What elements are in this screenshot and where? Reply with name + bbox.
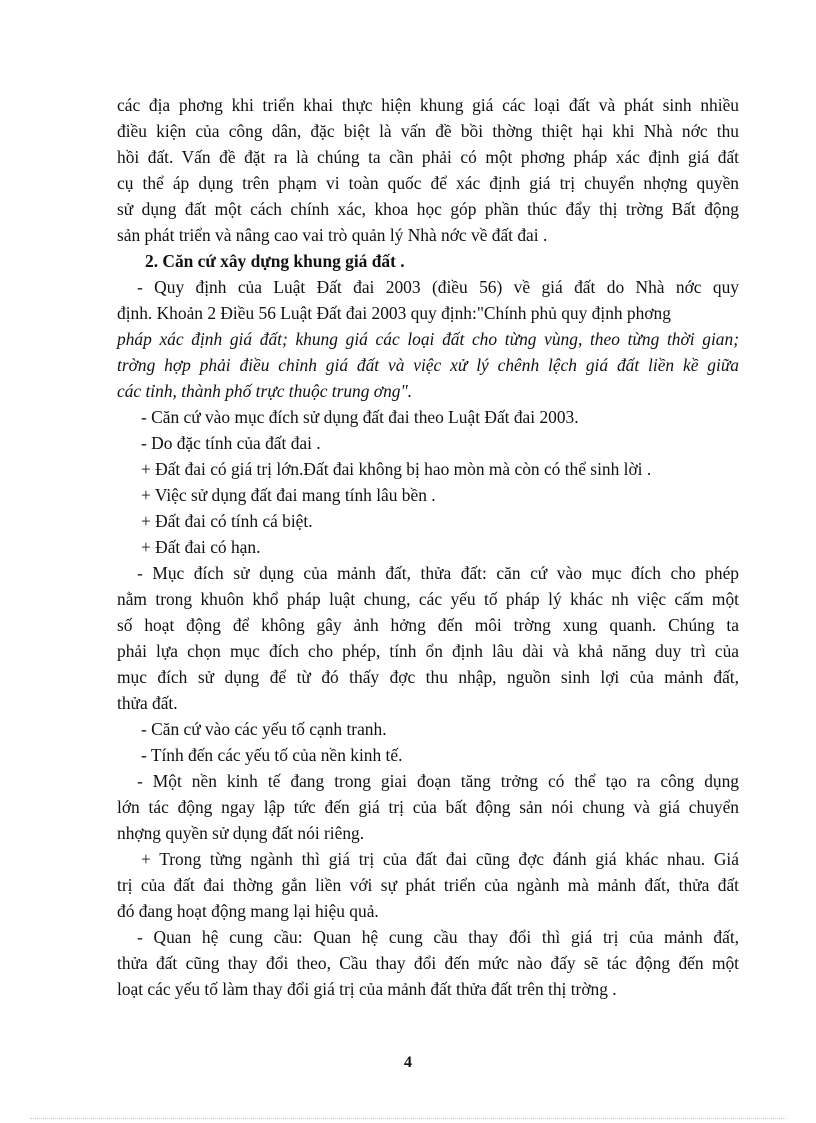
list-item: + Việc sử dụng đất đai mang tính lâu bền . (141, 485, 436, 505)
quote-line: trờng hợp phải điều chỉnh giá đất và việc xử lý chênh lệch giá đất liền kề giữa (117, 355, 739, 375)
body-line: - Một nền kinh tế đang trong giai đoạn tăng trởng có thể tạo ra công dụng (137, 771, 739, 791)
body-line: thửa đất. (117, 693, 178, 713)
body-line: nằm trong khuôn khổ pháp luật chung, các yếu tố pháp lý khác nh việc cấm một (117, 589, 739, 609)
body-line: lớn tác động ngay lập tức đến giá trị của bất động sản nói chung và giá chuyển (117, 797, 739, 817)
list-item: + Đất đai có giá trị lớn.Đất đai không bị hao mòn mà còn có thể sinh lời . (141, 459, 652, 479)
quote-line: các tỉnh, thành phố trực thuộc trung ơng". (117, 381, 413, 401)
list-item: - Do đặc tính của đất đai . (141, 433, 321, 453)
body-line: thửa đất cũng thay đổi theo, Cầu thay đổi đến mức nào đấy sẽ tác động đến một (117, 953, 739, 973)
law-citation: định. Khoản 2 Điều 56 Luật Đất đai 2003 quy định:"Chính phủ quy định phơng (117, 303, 671, 323)
section-heading: 2. Căn cứ xây dựng khung giá đất . (145, 251, 405, 271)
page-number: 4 (404, 1054, 412, 1071)
body-line: đó đang hoạt động mang lại hiệu quả. (117, 901, 379, 921)
footer-divider (30, 1118, 786, 1119)
body-line: - Quan hệ cung cầu: Quan hệ cung cầu thay đổi thì giá trị của mảnh đất, (137, 927, 739, 947)
body-line: mục đích sử dụng để từ đó thấy đợc thu nhập, nguồn sinh lợi của mảnh đất, (117, 667, 739, 687)
body-line: nhợng quyền sử dụng đất nói riêng. (117, 823, 365, 843)
list-item: - Căn cứ vào các yếu tố cạnh tranh. (141, 719, 387, 739)
body-line: phải lựa chọn mục đích cho phép, tính ổn định lâu dài và khả năng duy trì của (117, 641, 739, 661)
body-line: cụ thể áp dụng trên phạm vi toàn quốc để xác định giá trị chuyển nhợng quyền (117, 173, 739, 193)
body-line: điều kiện của công dân, đặc biệt là vấn đề bồi thờng thiệt hại khi Nhà nớc thu (117, 121, 739, 141)
list-item: + Đất đai có hạn. (141, 537, 261, 557)
body-line: các địa phơng khi triển khai thực hiện khung giá các loại đất và phát sinh nhiều (117, 95, 739, 115)
body-line: - Quy định của Luật Đất đai 2003 (điều 56) về giá đất do Nhà nớc quy (137, 277, 739, 297)
body-line: trị của đất đai thờng gắn liền với sự phát triển của ngành mà mảnh đất, thửa đất (117, 875, 739, 895)
body-line: số hoạt động để không gây ảnh hởng đến môi trờng xung quanh. Chúng ta (117, 615, 739, 635)
body-line: sử dụng đất một cách chính xác, khoa học góp phần thúc đẩy thị trờng Bất động (117, 199, 739, 219)
list-item: - Tính đến các yếu tố của nền kinh tế. (141, 745, 403, 765)
body-line: hồi đất. Vấn đề đặt ra là chúng ta cần phải có một phơng pháp xác định giá đất (117, 147, 739, 167)
body-line: + Trong từng ngành thì giá trị của đất đai cũng đợc đánh giá khác nhau. Giá (141, 849, 739, 869)
list-item: + Đất đai có tính cá biệt. (141, 511, 313, 531)
body-line (117, 300, 739, 326)
list-item: - Căn cứ vào mục đích sử dụng đất đai theo Luật Đất đai 2003. (141, 407, 579, 427)
body-line: sản phát triển và nâng cao vai trò quản lý Nhà nớc về đất đai . (117, 225, 548, 245)
quote-line: pháp xác định giá đất; khung giá các loại đất cho từng vùng, theo từng thời gian; (117, 329, 739, 349)
body-line: loạt các yếu tố làm thay đổi giá trị của mảnh đất thửa đất trên thị trờng . (117, 979, 617, 999)
body-line: - Mục đích sử dụng của mảnh đất, thửa đất: căn cứ vào mục đích cho phép (137, 563, 739, 583)
